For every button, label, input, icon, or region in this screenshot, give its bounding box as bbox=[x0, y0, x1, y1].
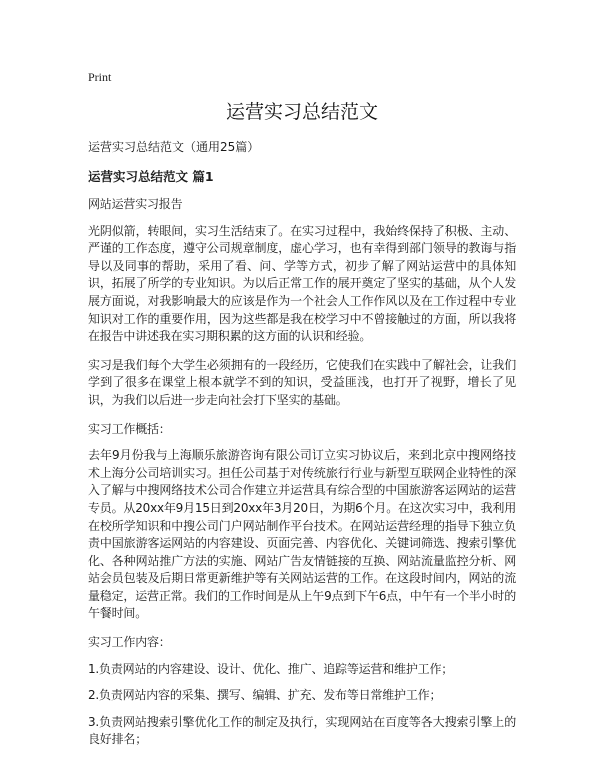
document-page bbox=[88, 68, 516, 760]
list-item: 2.负责网站内容的采集、撰写、编辑、扩充、发布等日常维护工作； bbox=[88, 688, 442, 703]
paragraph-overview: 去年9月份我与上海顺乐旅游咨询有限公司订立实习协议后，来到北京中搜网络技术上海分公司培训实习。担任公司基于对传统旅行行业与新型互联网企业特性的深入了解与中搜网络技术公司合作建立并运营具有综合型的中国旅游客运网站的运营专员。从20xx年9月15日到20xx年3月20日，为期6个月。在这次实习中，我利用在校所学知识和中搜公司门户网站制作平台技术。在网站运营经理的指导下独立负责中国旅游客运网站的内容建设、页面完善、内容优化、关键词筛选、搜索引擎优化、各种网站推广方法的实施、网站广告友情链接的互换、网站流量监控分析、网站会员包装及后期日常更新维护等有关网站运营的工作。在这段时间内，网站的流量稳定，运营正常。我们的工作时间是从上午9点到下午6点，中午有一个半小时的午餐时间。 bbox=[88, 448, 516, 621]
paragraph-report-title: 网站运营实习报告 bbox=[88, 197, 183, 211]
list-item: 1.负责网站的内容建设、设计、优化、推广、追踪等运营和维护工作； bbox=[88, 661, 454, 676]
paragraph-internship-value: 实习是我们每个大学生必须拥有的一段经历，它使我们在实践中了解社会，让我们学到了很多在课堂上根本就学不到的知识，受益匪浅，也打开了视野，增长了见识，为我们以后进一步走向社会打下坚实的基础。 bbox=[88, 357, 516, 407]
paragraph-intro: 光阴似箭，转眼间，实习生活结束了。在实习过程中，我始终保持了积极、主动、严谨的工作态度，遵守公司规章制度，虚心学习，也有幸得到部门领导的教诲与指导以及同事的帮助，采用了看、问、学等方式，初步了解了网站运营中的具体知识，拓展了所学的专业知识。为以后正常工作的展开奠定了坚实的基础，从个人发展方面说，对我影响最大的应该是作为一个社会人工作作风以及在工作过程中专业知识对工作的重要作用，因为这些都是我在校学习中不曾接触过的方面，所以我将在报告中讲述我在实习期积累的这方面的认识和经验。 bbox=[88, 223, 516, 344]
document-title: 运营实习总结范文 bbox=[225, 101, 378, 123]
paragraph-overview-heading: 实习工作概括： bbox=[88, 421, 171, 436]
section-heading: 运营实习总结范文 篇1 bbox=[88, 169, 214, 184]
paragraph-content-heading: 实习工作内容： bbox=[88, 635, 171, 650]
list-item: 3.负责网站搜索引擎优化工作的制定及执行，实现网站在百度等各大搜索引擎上的良好排名； bbox=[88, 714, 516, 747]
print-link[interactable]: Print bbox=[88, 70, 112, 84]
document-subtitle: 运营实习总结范文（通用25篇） bbox=[88, 140, 260, 154]
